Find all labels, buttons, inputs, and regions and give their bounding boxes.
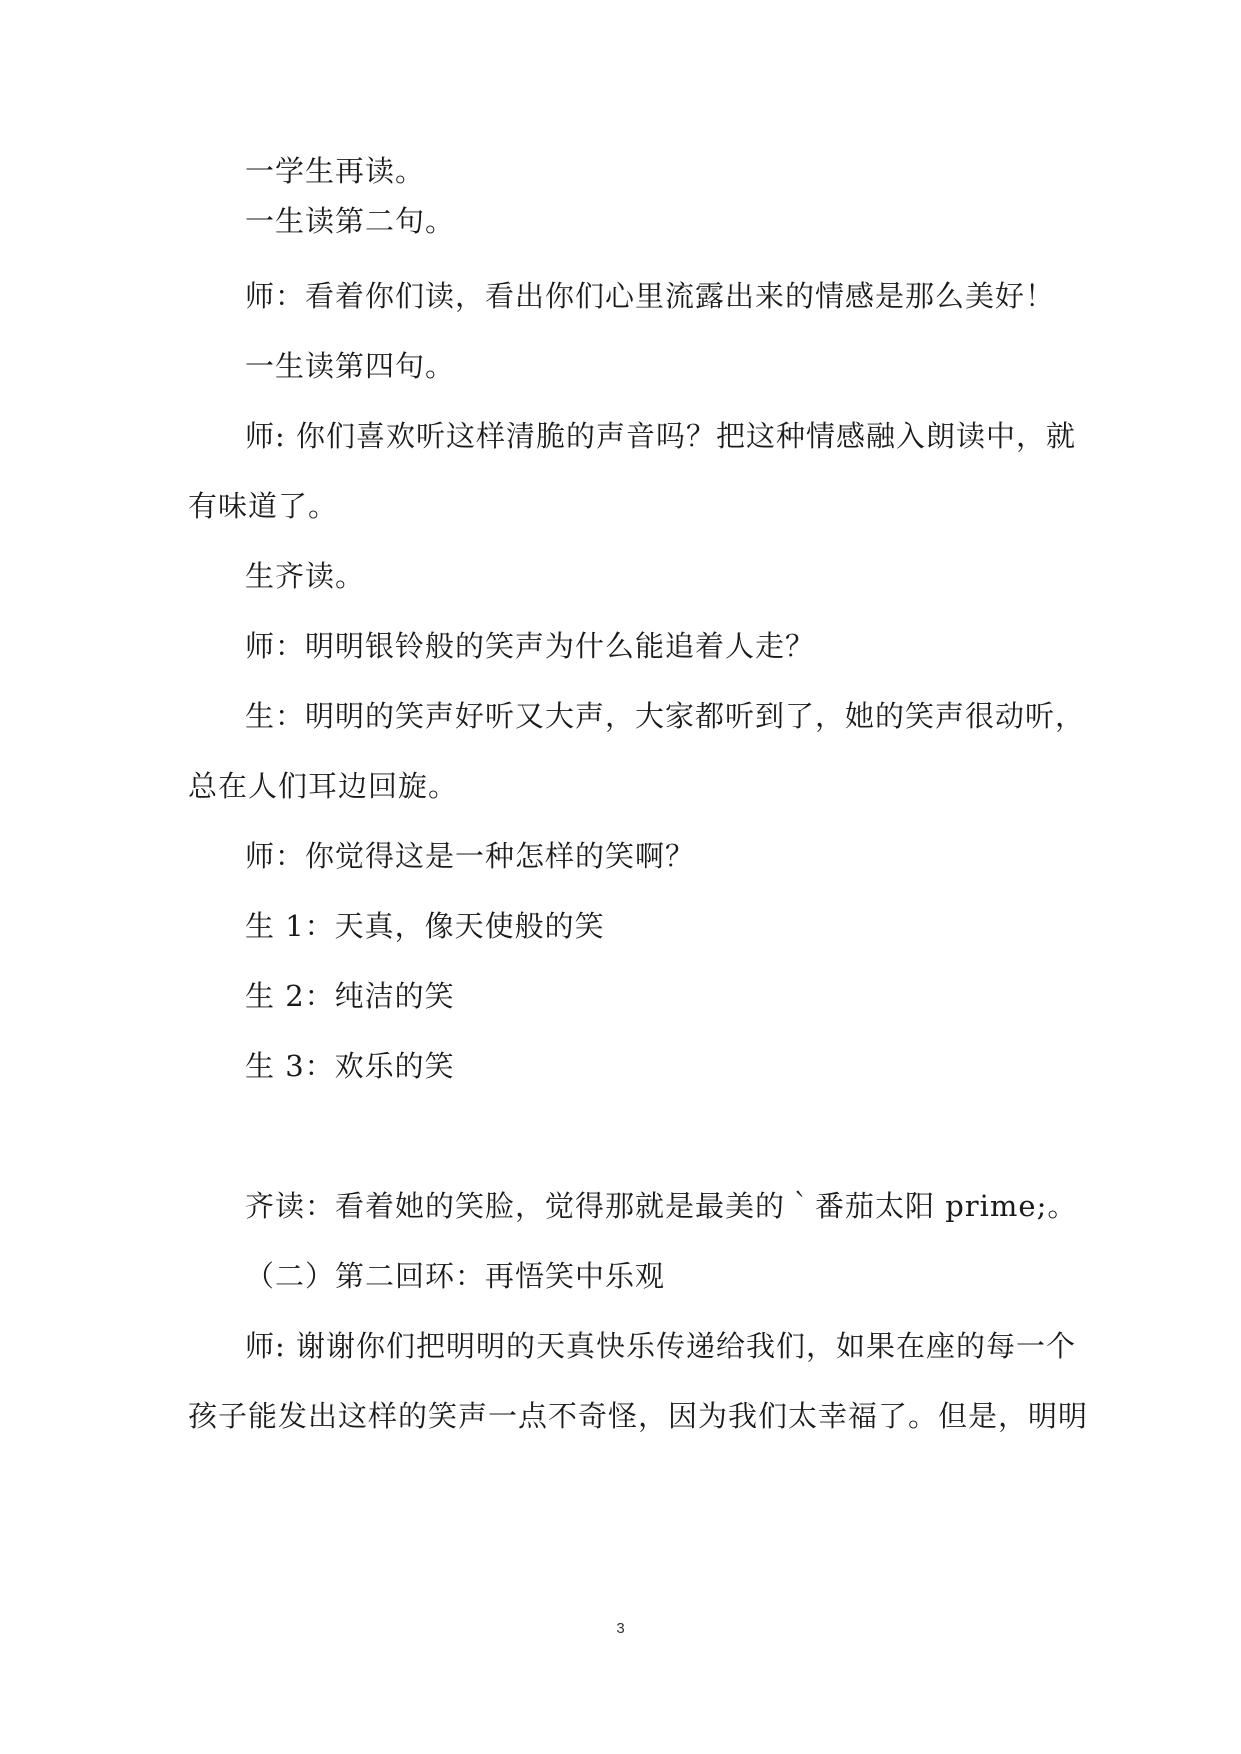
paragraph-line: 生：明明的笑声好听又大声，大家都听到了，她的笑声很动听， <box>245 699 1086 733</box>
paragraph-line: 师: 你们喜欢听这样清脆的声音吗？把这种情感融入朗读中，就 <box>245 419 1076 453</box>
paragraph-line: 一生读第四句。 <box>245 349 456 383</box>
paragraph-line: 孩子能发出这样的笑声一点不奇怪，因为我们太幸福了。但是，明明 <box>188 1399 1089 1433</box>
paragraph-line: 师：明明银铃般的笑声为什么能追着人走？ <box>245 629 816 663</box>
paragraph-line: 师: 谢谢你们把明明的天真快乐传递给我们，如果在座的每一个 <box>245 1329 1076 1363</box>
paragraph-line: 生 2：纯洁的笑 <box>245 979 455 1013</box>
paragraph-line: 一学生再读。 <box>245 154 426 188</box>
paragraph-line: 师：你觉得这是一种怎样的笑啊？ <box>245 839 696 873</box>
paragraph-line: 齐读：看着她的笑脸，觉得那就是最美的｀番茄太阳 prime;。 <box>245 1189 1078 1223</box>
section-heading: （二）第二回环：再悟笑中乐观 <box>245 1259 666 1293</box>
paragraph-line: 生 1：天真，像天使般的笑 <box>245 909 605 943</box>
paragraph-line: 生 3：欢乐的笑 <box>245 1049 455 1083</box>
paragraph-line: 生齐读。 <box>245 559 366 593</box>
paragraph-line: 一生读第二句。 <box>245 204 456 238</box>
paragraph-line: 师：看着你们读，看出你们心里流露出来的情感是那么美好！ <box>245 279 1056 313</box>
paragraph-line: 有味道了。 <box>188 489 339 523</box>
page-number: 3 <box>616 1620 625 1637</box>
paragraph-line: 总在人们耳边回旋。 <box>188 769 459 803</box>
